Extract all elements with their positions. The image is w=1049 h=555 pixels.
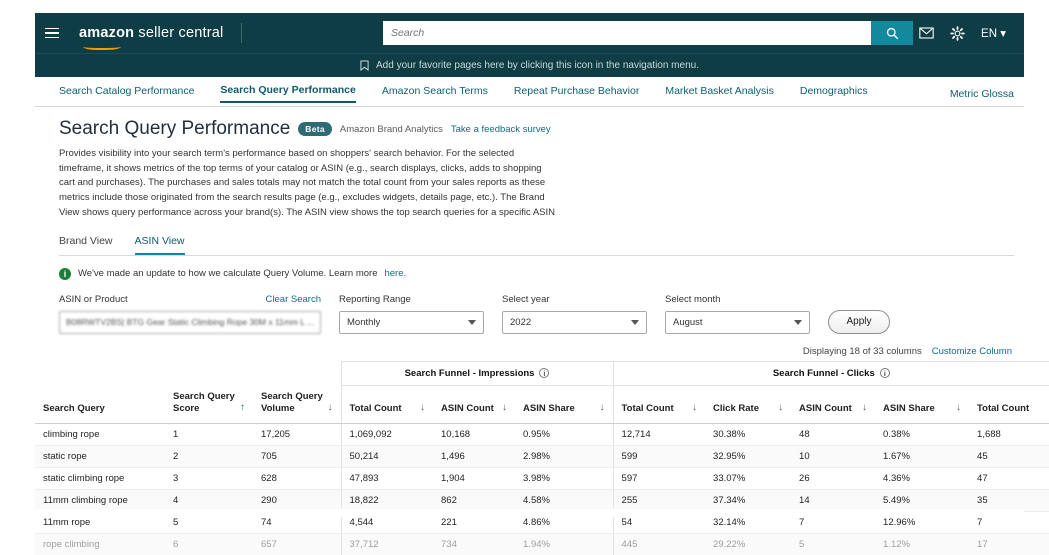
cell-impr-asin-count: 10,168 [433, 423, 515, 445]
cell-clicks-asin-share: 12.96% [875, 511, 969, 533]
viewport-clip [0, 509, 1024, 517]
sort-descending-icon[interactable]: ↓ [502, 402, 508, 414]
hamburger-icon[interactable] [35, 13, 69, 53]
notice-learn-more-link[interactable]: here. [384, 268, 407, 280]
cell-clicks-asin-share: 1.12% [883, 538, 910, 550]
tab-amazon-search-terms[interactable]: Amazon Search Terms [381, 85, 488, 97]
cell-clicks-asin-share: 1.67% [875, 445, 969, 467]
page-header [59, 118, 1014, 140]
cell-click-rate: 30.38% [705, 423, 791, 445]
col-impressions-asin-share[interactable]: ASIN Share ↓ [515, 385, 613, 423]
cell-click-rate: 37.34% [705, 489, 791, 511]
favorites-hint-text: Add your favorite pages here by clicking this icon in the navigation menu. [376, 60, 699, 71]
search-query-table [35, 361, 1049, 555]
column-display-info [59, 346, 1014, 357]
col-search-query-score[interactable]: Search Query Score ↑ [165, 385, 253, 423]
sort-descending-icon[interactable]: ↓ [956, 402, 962, 414]
cell-clicks-asin-count: 5 [799, 538, 805, 550]
cell-score: 5 [165, 511, 253, 533]
cell-volume: 17,205 [253, 423, 341, 445]
tab-repeat-purchase-behavior[interactable]: Repeat Purchase Behavior [513, 85, 640, 97]
table-row[interactable] [35, 445, 1049, 467]
year-label: Select year [502, 294, 550, 306]
metric-glossary-link[interactable]: Metric Glossa [949, 87, 1014, 100]
sort-descending-icon[interactable]: ↓ [778, 402, 784, 414]
cell-search-query: static rope [35, 445, 165, 467]
cell-clicks-asin-count: 7 [791, 511, 875, 533]
cell-clicks-asin-count: 14 [791, 489, 875, 511]
displaying-columns-text: Displaying 18 of 33 columns [802, 345, 922, 357]
tab-brand-view[interactable]: Brand View [59, 234, 113, 247]
cell-cart-total: 1,688 [969, 423, 1049, 445]
table-row[interactable] [35, 423, 1049, 445]
cell-impr-asin-count: 734 [441, 538, 457, 550]
language-selector[interactable]: EN ▾ [981, 28, 1006, 40]
reporting-range-label: Reporting Range [339, 294, 411, 306]
col-impressions-total-count[interactable]: Total Count ↓ [341, 385, 433, 423]
asin-filter-label: ASIN or Product [59, 294, 128, 306]
mail-icon[interactable] [919, 27, 934, 39]
col-clicks-total-count[interactable]: Total Count ↓ [613, 385, 705, 423]
asin-filter [59, 294, 321, 334]
notice-text: We've made an update to how we calculate Query Volume. Learn more [78, 268, 378, 280]
top-right-actions [919, 13, 1006, 53]
page-title: Search Query Performance [59, 118, 291, 139]
cell-score: 4 [165, 489, 253, 511]
reporting-range-filter [339, 294, 484, 334]
language-label: EN [981, 28, 998, 40]
search-input[interactable] [383, 21, 871, 45]
group-header-impressions [341, 361, 613, 385]
cell-cart-total: 35 [969, 489, 1049, 511]
cell-search-query: 11mm climbing rope [35, 489, 165, 511]
report-tabs [35, 81, 1024, 107]
main-content-card [35, 108, 1030, 550]
cell-clicks-total: 255 [613, 489, 705, 511]
tab-demographics[interactable]: Demographics [799, 85, 868, 97]
cell-impr-total: 18,822 [341, 489, 433, 511]
cell-clicks-total: 445 [613, 533, 705, 555]
page-description: Provides visibility into your search term's performance based on shoppers' search behavior. For the selected timeframe, it shows metrics of the top terms of your catalog or ASIN (e.g., search displays, clicks, adds to shopping cart and purchases). The purchases and sales totals may not match the total count from your sales reports as these metrics include those originated from the search results page (e.g., excludes widgets, details page, etc.). The Brand View shows query performance across your brand(s). The ASIN view shows the top search queries for a specific ASIN [59, 148, 555, 218]
amazon-smile-icon [83, 42, 121, 50]
cell-impr-total: 47,893 [341, 467, 433, 489]
sort-ascending-icon[interactable]: ↑ [240, 402, 245, 414]
cell-score: 3 [165, 467, 253, 489]
cell-click-rate: 29.22% [713, 538, 746, 550]
col-cart-total-count[interactable]: Total Count [969, 385, 1049, 423]
table-body [35, 423, 1049, 555]
cell-impr-asin-share: 4.58% [515, 489, 613, 511]
cell-impr-total: 1,069,092 [341, 423, 433, 445]
cell-search-query: static climbing rope [35, 467, 165, 489]
search-icon [886, 27, 899, 40]
cell-clicks-total: 12,714 [613, 423, 705, 445]
cell-volume: 628 [253, 467, 341, 489]
cell-impr-asin-share: 0.95% [515, 423, 613, 445]
cell-search-query: 11mm rope [35, 511, 165, 533]
cell-search-query: rope climbing [43, 538, 100, 550]
info-icon[interactable]: i [880, 368, 890, 378]
cell-cart-total: 45 [969, 445, 1049, 467]
cell-clicks-asin-share: 4.36% [875, 467, 969, 489]
filters-bar [59, 294, 1014, 334]
cell-impr-asin-share: 3.98% [515, 467, 613, 489]
amazon-seller-central-logo[interactable] [79, 25, 223, 41]
col-clicks-asin-share[interactable]: ASIN Share ↓ [875, 385, 969, 423]
cell-impr-asin-count: 1,496 [433, 445, 515, 467]
table-row[interactable] [35, 533, 1049, 555]
cell-clicks-total: 599 [613, 445, 705, 467]
cell-click-rate: 32.14% [705, 511, 791, 533]
apply-button[interactable]: Apply [828, 310, 890, 334]
cell-score: 1 [165, 423, 253, 445]
cell-impr-asin-count: 862 [433, 489, 515, 511]
clear-search-link[interactable]: Clear Search [265, 294, 321, 306]
cell-impr-asin-share: 4.86% [515, 511, 613, 533]
cell-impr-asin-share: 2.98% [515, 445, 613, 467]
cell-cart-total: 47 [969, 467, 1049, 489]
cell-clicks-asin-count: 48 [791, 423, 875, 445]
cell-search-query: climbing rope [35, 423, 165, 445]
bookmark-icon [360, 60, 369, 71]
chevron-down-icon [794, 320, 802, 325]
tab-search-catalog-performance[interactable]: Search Catalog Performance [59, 85, 195, 97]
beta-badge: Beta [298, 122, 332, 136]
cell-volume: 705 [253, 445, 341, 467]
update-notice [59, 268, 1014, 280]
col-click-rate[interactable]: Click Rate ↓ [705, 385, 791, 423]
tab-asin-view[interactable]: ASIN View [135, 235, 185, 255]
reporting-range-select[interactable] [339, 311, 484, 334]
chevron-down-icon [631, 320, 639, 325]
cell-cart-total: 17 [977, 538, 988, 550]
cell-click-rate: 33.07% [705, 467, 791, 489]
sort-descending-icon[interactable]: ↓ [599, 402, 605, 414]
cell-cart-total: 7 [969, 511, 1049, 533]
sort-descending-icon[interactable]: ↓ [862, 402, 868, 414]
group-header-clicks [613, 361, 1049, 385]
month-filter [665, 294, 810, 334]
cell-click-rate: 32.95% [705, 445, 791, 467]
cell-clicks-total: 54 [613, 511, 705, 533]
view-tabs [59, 235, 1014, 256]
group-header-impressions-label: Search Funnel - Impressions [404, 367, 535, 379]
cell-clicks-asin-share: 5.49% [875, 489, 969, 511]
search-button[interactable] [871, 21, 913, 45]
brand-amazon-text: amazon [79, 25, 135, 41]
cell-volume: 74 [253, 511, 341, 533]
info-icon: i [59, 268, 71, 280]
brand-seller-central-text: seller central [138, 25, 224, 41]
gear-icon[interactable] [950, 26, 965, 41]
table-header-row [35, 385, 1049, 423]
nav-divider [241, 23, 242, 43]
table-group-header-row [35, 361, 1049, 385]
sort-descending-icon[interactable]: ↓ [692, 402, 698, 414]
cell-clicks-asin-count: 10 [791, 445, 875, 467]
cell-impr-total: 50,214 [341, 445, 433, 467]
sort-descending-icon[interactable]: ↓ [420, 402, 426, 414]
cell-clicks-total: 597 [613, 467, 705, 489]
cell-volume: 657 [261, 538, 277, 550]
tab-search-query-performance[interactable]: Search Query Performance [220, 84, 355, 103]
month-label: Select month [665, 294, 721, 306]
year-filter [502, 294, 647, 334]
asin-input[interactable]: B08RWTV2BS| BTG Gear Static Climbing Rope 30M x 11mm L ... [59, 311, 321, 334]
cell-clicks-asin-count: 26 [791, 467, 875, 489]
month-value: August [673, 316, 703, 328]
year-select[interactable] [502, 311, 647, 334]
cell-volume: 290 [253, 489, 341, 511]
table-row[interactable] [35, 467, 1049, 489]
customize-columns-link[interactable]: Customize Column [931, 345, 1012, 357]
col-search-query-volume[interactable]: Search Query Volume ↓ [253, 385, 341, 423]
month-select[interactable] [665, 311, 810, 334]
cell-impr-asin-share: 1.94% [523, 538, 550, 550]
reporting-range-value: Monthly [347, 316, 381, 328]
tab-market-basket-analysis[interactable]: Market Basket Analysis [665, 85, 774, 97]
favorites-bar [35, 53, 1024, 77]
page-subtitle: Amazon Brand Analytics [339, 123, 443, 135]
search-query-table-wrapper [35, 361, 1030, 555]
col-clicks-asin-count[interactable]: ASIN Count ↓ [791, 385, 875, 423]
cell-impr-total: 37,712 [341, 533, 433, 555]
cell-score: 6 [173, 538, 179, 550]
group-header-clicks-label: Search Funnel - Clicks [772, 367, 875, 379]
cell-impr-total: 4,544 [341, 511, 433, 533]
global-search [383, 21, 913, 45]
top-navigation-bar [35, 13, 1024, 53]
cell-score: 2 [165, 445, 253, 467]
col-impressions-asin-count[interactable]: ASIN Count ↓ [433, 385, 515, 423]
year-value: 2022 [510, 316, 532, 328]
cell-impr-asin-count: 221 [433, 511, 515, 533]
cell-impr-asin-count: 1,904 [433, 467, 515, 489]
feedback-survey-link[interactable]: Take a feedback survey [450, 123, 551, 135]
info-icon[interactable]: i [539, 368, 549, 378]
cell-clicks-asin-share: 0.38% [875, 423, 969, 445]
col-search-query[interactable]: Search Query [35, 385, 165, 423]
chevron-down-icon [468, 320, 476, 325]
sort-descending-icon[interactable]: ↓ [327, 402, 333, 414]
